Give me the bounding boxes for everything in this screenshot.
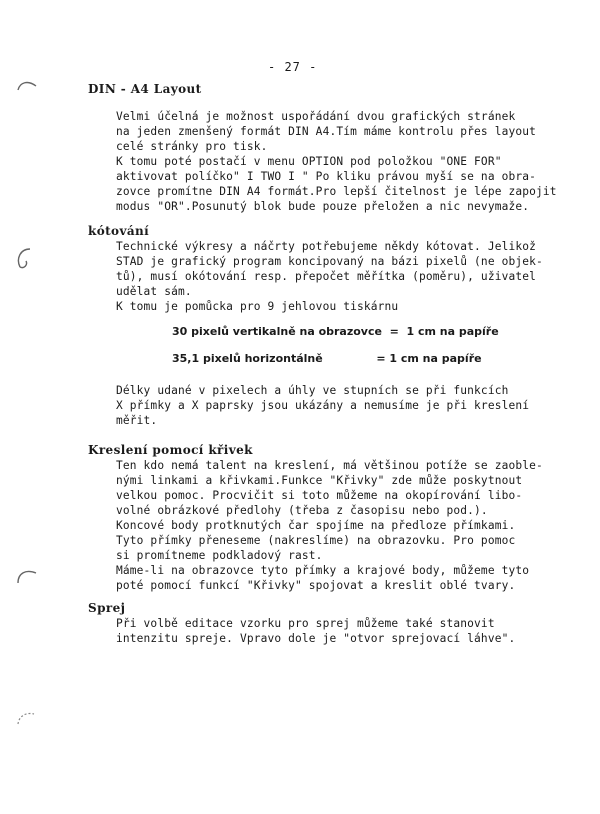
text-line: Máme-li na obrazovce tyto přímky a krajové body, můžeme tyto [116, 564, 530, 577]
text-line: Ten kdo nemá talent na kreslení, má většinou potíže se zaoble- [116, 459, 543, 472]
text-line: poté pomocí funkcí "Křivky" spojovat a kreslit oblé tvary. [116, 579, 516, 592]
text-line: Koncové body protknutých čar spojíme na předloze přímkami. [116, 519, 516, 532]
text-line: STAD je grafický program koncipovaný na bázi pixelů (ne objek- [116, 255, 543, 268]
text-line: udělat sám. [116, 285, 192, 298]
text-line: K tomu poté postačí v menu OPTION pod položkou "ONE FOR" [116, 155, 502, 168]
text-line: si promítneme podkladový rast. [116, 549, 323, 562]
text-line: volné obrázkové předlohy (třeba z časopisu nebo pod.). [116, 504, 488, 517]
text-line: celé stránky pro tisk. [116, 140, 268, 153]
text-line: Při volbě editace vzorku pro sprej můžeme také stanovit [116, 617, 495, 630]
text-line: na jeden zmenšený formát DIN A4.Tím máme kontrolu přes layout [116, 125, 537, 138]
section-heading-sprej: Sprej [88, 601, 126, 615]
text-line: K tomu je pomůcka pro 9 jehlovou tiskárnu [116, 300, 399, 313]
text-line: velkou pomoc. Procvičit si toto můžeme na okopírování libo- [116, 489, 523, 502]
margin-mark-icon [14, 76, 40, 102]
text-line: intenzitu spreje. Vpravo dole je "otvor sprejovací láhve". [116, 632, 516, 645]
text-line: Technické výkresy a náčrty potřebujeme někdy kótovat. Jelikož [116, 240, 537, 253]
margin-mark-icon [14, 565, 40, 591]
section-heading-kotovani: kótování [88, 224, 150, 238]
formula-horizontal: 35,1 pixelů horizontálně = 1 cm na papíře [172, 352, 482, 365]
text-line: modus "OR".Posunutý blok bude pouze přeložen a nic nevymaže. [116, 200, 530, 213]
text-line: zovce promítne DIN A4 formát.Pro lepší čitelnost je lépe zapojit [116, 185, 557, 198]
text-line: Délky udané v pixelech a úhly ve stupních se při funkcích [116, 384, 509, 397]
page-number: - 27 - [268, 60, 318, 74]
text-line: X přímky a X paprsky jsou ukázány a nemusíme je při kreslení [116, 399, 530, 412]
text-line: Tyto přímky přeneseme (nakreslíme) na obrazovku. Pro pomoc [116, 534, 516, 547]
text-line: nými linkami a křivkami.Funkce "Křivky" zde může poskytnout [116, 474, 523, 487]
margin-mark-icon [14, 706, 40, 732]
formula-vertical: 30 pixelů vertikalně na obrazovce = 1 cm na papíře [172, 325, 499, 338]
section-heading-din-a4: DIN - A4 Layout [88, 82, 202, 96]
section-heading-kresleni: Kreslení pomocí křivek [88, 443, 253, 457]
text-line: tů), musí okótování resp. přepočet měřítka (poměru), uživatel [116, 270, 537, 283]
text-line: měřit. [116, 414, 158, 427]
margin-mark-icon [14, 245, 40, 271]
text-line: aktivovat políčko" I TWO I " Po kliku právou myší se na obra- [116, 170, 537, 183]
text-line: Velmi účelná je možnost uspořádání dvou grafických stránek [116, 110, 516, 123]
